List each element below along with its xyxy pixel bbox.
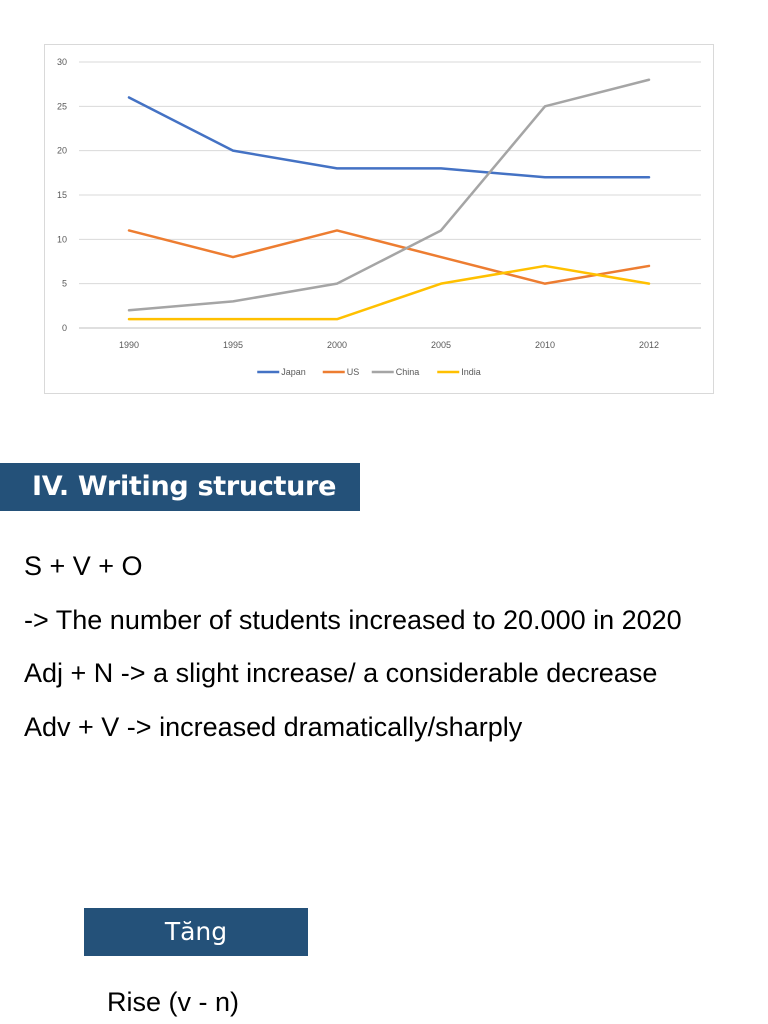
series-line-india — [129, 266, 649, 319]
x-tick-label: 2010 — [534, 340, 556, 350]
section-heading: IV. Writing structure — [0, 463, 360, 511]
structure-line-4: Adv + V -> increased dramatically/sharply — [24, 712, 523, 742]
x-tick-label: 1995 — [222, 340, 244, 350]
increase-tag: Tăng — [84, 908, 308, 956]
legend-label: Japan — [281, 367, 306, 377]
y-tick-label: 25 — [56, 101, 67, 112]
y-tick-label: 30 — [56, 57, 67, 67]
x-tick-label: 2000 — [326, 340, 348, 350]
legend-label: India — [461, 367, 481, 377]
y-tick-label: 0 — [61, 323, 67, 333]
line-chart — [44, 44, 714, 394]
y-tick-label: 10 — [56, 234, 67, 245]
y-tick-label: 15 — [56, 190, 67, 200]
x-tick-label: 2012 — [638, 340, 660, 350]
structure-line-3: Adj + N -> a slight increase/ a considerable decrease — [24, 658, 658, 688]
y-tick-label: 5 — [61, 278, 67, 289]
chart-svg — [45, 45, 715, 395]
x-tick-label: 2005 — [430, 340, 452, 350]
x-tick-label: 1990 — [118, 340, 140, 350]
structure-line-2: -> The number of students increased to 20.000 in 2020 — [24, 605, 682, 635]
legend-label: US — [346, 367, 360, 377]
vocab-rise: Rise (v - n) — [107, 987, 240, 1017]
structure-line-1: S + V + O — [24, 551, 143, 581]
series-line-japan — [129, 97, 649, 177]
y-tick-label: 20 — [56, 145, 67, 156]
legend-label: China — [395, 367, 420, 377]
